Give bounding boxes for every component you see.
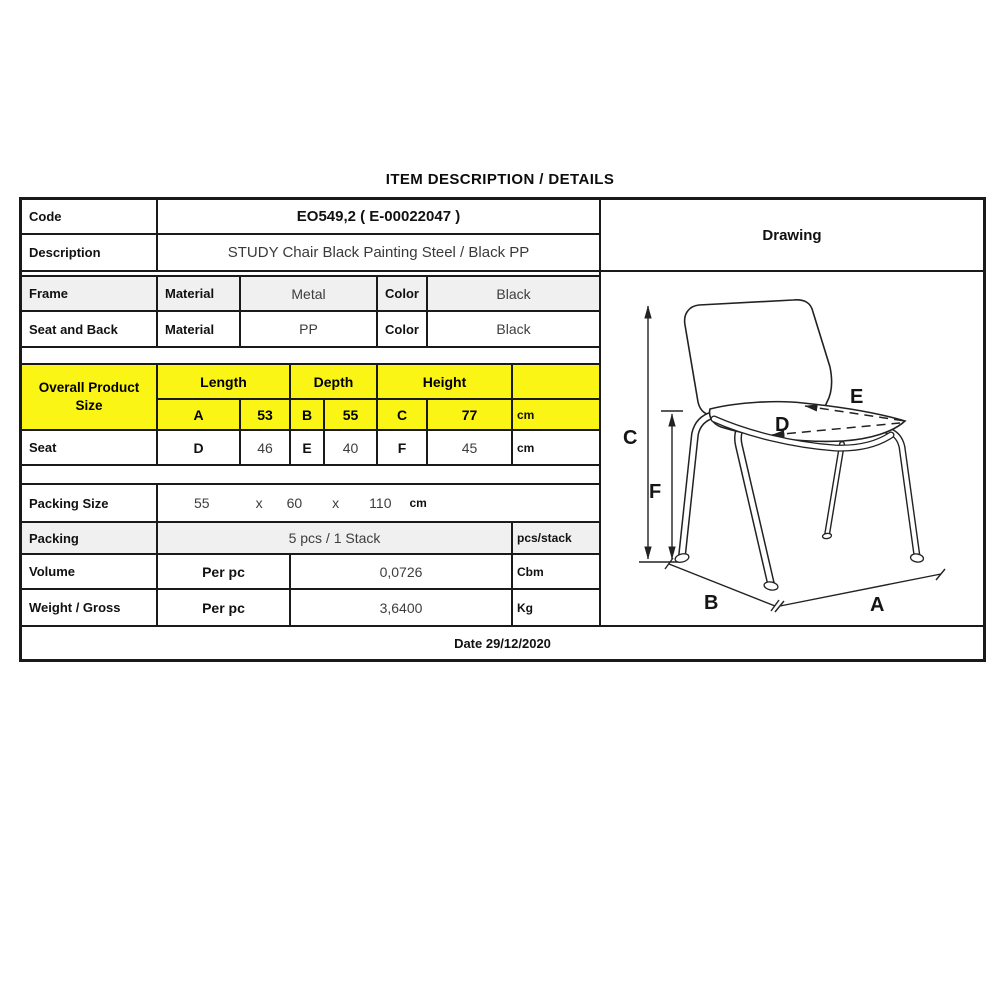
dim-a-key: A [157,399,240,430]
dim-c-key: C [377,399,427,430]
dim-label-a: A [870,594,885,616]
seat-unit: cm [512,430,600,465]
volume-unit: Cbm [512,554,600,589]
frame-color-label: Color [377,276,427,311]
seat-back-color-label: Color [377,311,427,347]
packing-unit: pcs/stack [512,522,600,554]
weight-label: Weight / Gross [21,589,157,626]
packing-size-sep: x [255,495,263,511]
depth-header: Depth [290,364,377,399]
drawing-header: Drawing [600,199,984,271]
packing-value: 5 pcs / 1 Stack [157,522,512,554]
chair-drawing [601,272,983,625]
overall-size-label: Overall Product Size [21,364,157,430]
dim-label-e: E [850,386,864,408]
volume-label: Volume [21,554,157,589]
packing-size-depth: 60 [286,495,303,511]
length-header: Length [157,364,290,399]
overall-unit: cm [512,399,600,430]
dim-label-c: C [623,427,638,449]
weight-unit: Kg [512,589,600,626]
packing-size-unit: cm [409,496,427,510]
spacer-row [21,347,600,364]
volume-basis: Per pc [157,554,290,589]
packing-size-value [157,484,600,522]
chair-backrest [685,300,832,415]
dim-f-value: 45 [427,430,512,465]
date-row: Date 29/12/2020 [21,626,984,660]
dim-e-key: E [290,430,324,465]
dim-b-value: 55 [324,399,377,430]
page-title: ITEM DESCRIPTION / DETAILS [385,171,615,188]
dim-c-value: 77 [427,399,512,430]
height-dimension-lines [639,306,683,562]
frame-material-value: Metal [240,276,377,311]
weight-value: 3,6400 [290,589,512,626]
seat-back-color-value: Black [427,311,600,347]
spacer-row [21,465,600,484]
seat-back-material-label: Material [157,311,240,347]
dim-label-b: B [704,592,719,614]
packing-size-width: 55 [194,495,210,511]
dim-label-f: F [649,481,662,503]
weight-basis: Per pc [157,589,290,626]
dim-d-value: 46 [240,430,290,465]
dim-label-d: D [775,414,790,436]
dim-d-key: D [157,430,240,465]
height-header: Height [377,364,512,399]
frame-material-label: Material [157,276,240,311]
description-label: Description [21,234,157,271]
code-value: EO549,2 ( E-00022047 ) [157,199,600,234]
chair-outline [674,300,924,591]
packing-size-label: Packing Size [21,484,157,522]
packing-size-height: 110 [369,495,392,511]
packing-label: Packing [21,522,157,554]
spec-table [19,197,986,662]
seat-label: Seat [21,430,157,465]
frame-label: Frame [21,276,157,311]
chair-feet [674,533,924,591]
dim-f-key: F [377,430,427,465]
seat-back-material-value: PP [240,311,377,347]
frame-color-value: Black [427,276,600,311]
dim-b-key: B [290,399,324,430]
seat-back-label: Seat and Back [21,311,157,347]
code-label: Code [21,199,157,234]
dim-a-value: 53 [240,399,290,430]
drawing-panel [600,271,984,626]
description-value: STUDY Chair Black Painting Steel / Black PP [157,234,600,271]
volume-value: 0,0726 [290,554,512,589]
dim-e-value: 40 [324,430,377,465]
packing-size-sep: x [332,495,340,511]
empty-cell [512,364,600,399]
